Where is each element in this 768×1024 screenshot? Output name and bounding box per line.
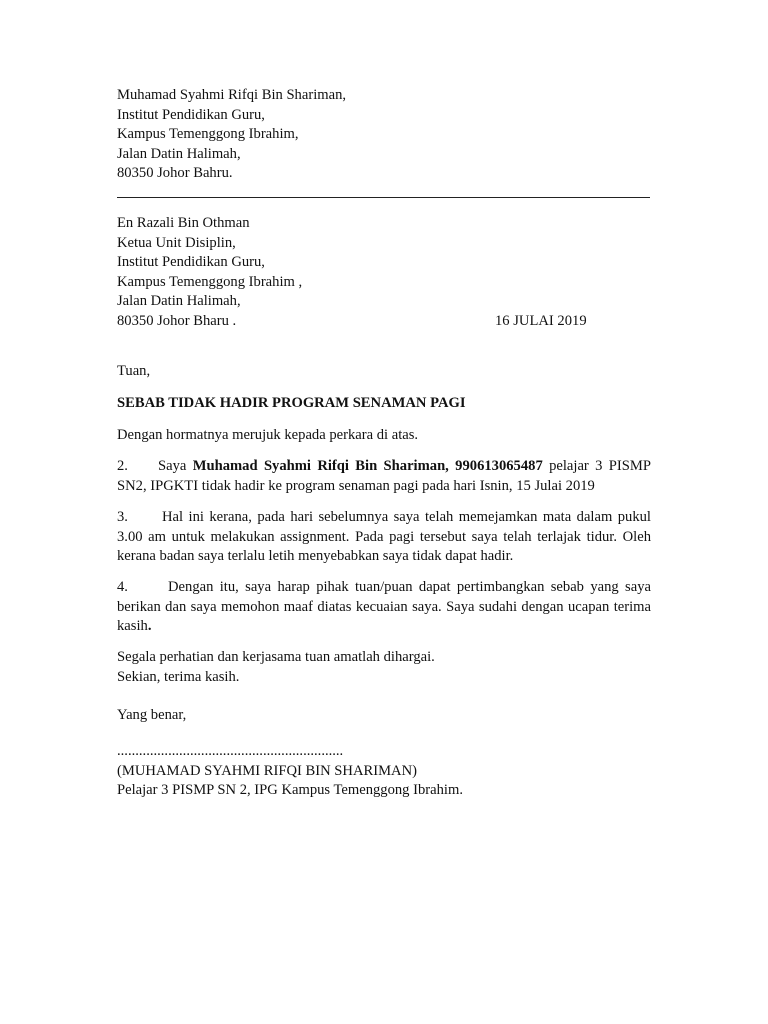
recipient-last-line-row xyxy=(117,312,651,332)
paragraph-end-mark: . xyxy=(147,618,152,635)
paragraph-number: 2. xyxy=(117,458,128,474)
paragraph-text: Dengan itu, saya harap pihak tuan/puan dapat pertimbangkan sebab yang saya berikan dan saya memohon maaf diatas kecuaian saya. Saya sudahi dengan ucapan terima kasih xyxy=(117,579,651,635)
paragraph-text: Saya xyxy=(158,458,193,474)
paragraph-number: 3. xyxy=(117,509,128,525)
recipient-address-line: Kampus Temenggong Ibrahim , xyxy=(117,273,303,290)
recipient-address-line: Institut Pendidikan Guru, xyxy=(117,254,265,271)
valediction: Yang benar, xyxy=(117,707,187,723)
student-name-ic: Muhamad Syahmi Rifqi Bin Shariman, 990613065487 xyxy=(192,458,543,474)
paragraph-text: Hal ini kerana, pada hari sebelumnya saya telah memejamkan mata dalam pukul 3.00 am untuk melakukan assignment. Pada pagi tersebut saya telah terlajak tidur. Oleh kerana badan saya terlalu letih menyebabkan saya tidak dapat hadir. xyxy=(117,509,651,565)
paragraph-3 xyxy=(117,508,651,567)
sender-address-line: Institut Pendidikan Guru, xyxy=(117,106,265,123)
recipient-name: En Razali Bin Othman xyxy=(117,215,250,231)
recipient-address-line: Ketua Unit Disiplin, xyxy=(117,234,236,251)
recipient-address xyxy=(117,214,651,332)
signatory-title: Pelajar 3 PISMP SN 2, IPG Kampus Temenggong Ibrahim. xyxy=(117,782,463,799)
header-divider xyxy=(117,197,650,198)
subject-heading: SEBAB TIDAK HADIR PROGRAM SENAMAN PAGI xyxy=(117,395,466,411)
closing-line: Sekian, terima kasih. xyxy=(117,668,240,685)
letter-date: 16 JULAI 2019 xyxy=(495,312,587,329)
salutation: Tuan, xyxy=(117,363,151,379)
closing-remarks xyxy=(117,648,651,687)
opening-line: Dengan hormatnya merujuk kepada perkara di atas. xyxy=(117,427,419,443)
signatory-name: (MUHAMAD SYAHMI RIFQI BIN SHARIMAN) xyxy=(117,762,417,779)
recipient-address-line: 80350 Johor Bharu . xyxy=(117,312,237,329)
signature-line: .............................................................. xyxy=(117,743,344,759)
sender-address-line: Jalan Datin Halimah, xyxy=(117,145,241,162)
paragraph-number: 4. xyxy=(117,579,128,595)
recipient-address-line: Jalan Datin Halimah, xyxy=(117,293,241,310)
sender-address-line: Kampus Temenggong Ibrahim, xyxy=(117,126,299,143)
sender-address-line: 80350 Johor Bahru. xyxy=(117,165,233,182)
paragraph-4 xyxy=(117,578,651,637)
closing-line: Segala perhatian dan kerjasama tuan amatlah dihargai. xyxy=(117,649,435,665)
paragraph-text: pelajar 3 PISMP SN2, IPGKTI tidak hadir ke program senaman pagi pada hari Isnin, 15 Julai 2019 xyxy=(117,458,651,494)
sender-address xyxy=(117,86,651,184)
sender-name: Muhamad Syahmi Rifqi Bin Shariman, xyxy=(117,87,347,103)
paragraph-2 xyxy=(117,457,651,496)
signature-block xyxy=(117,742,651,801)
